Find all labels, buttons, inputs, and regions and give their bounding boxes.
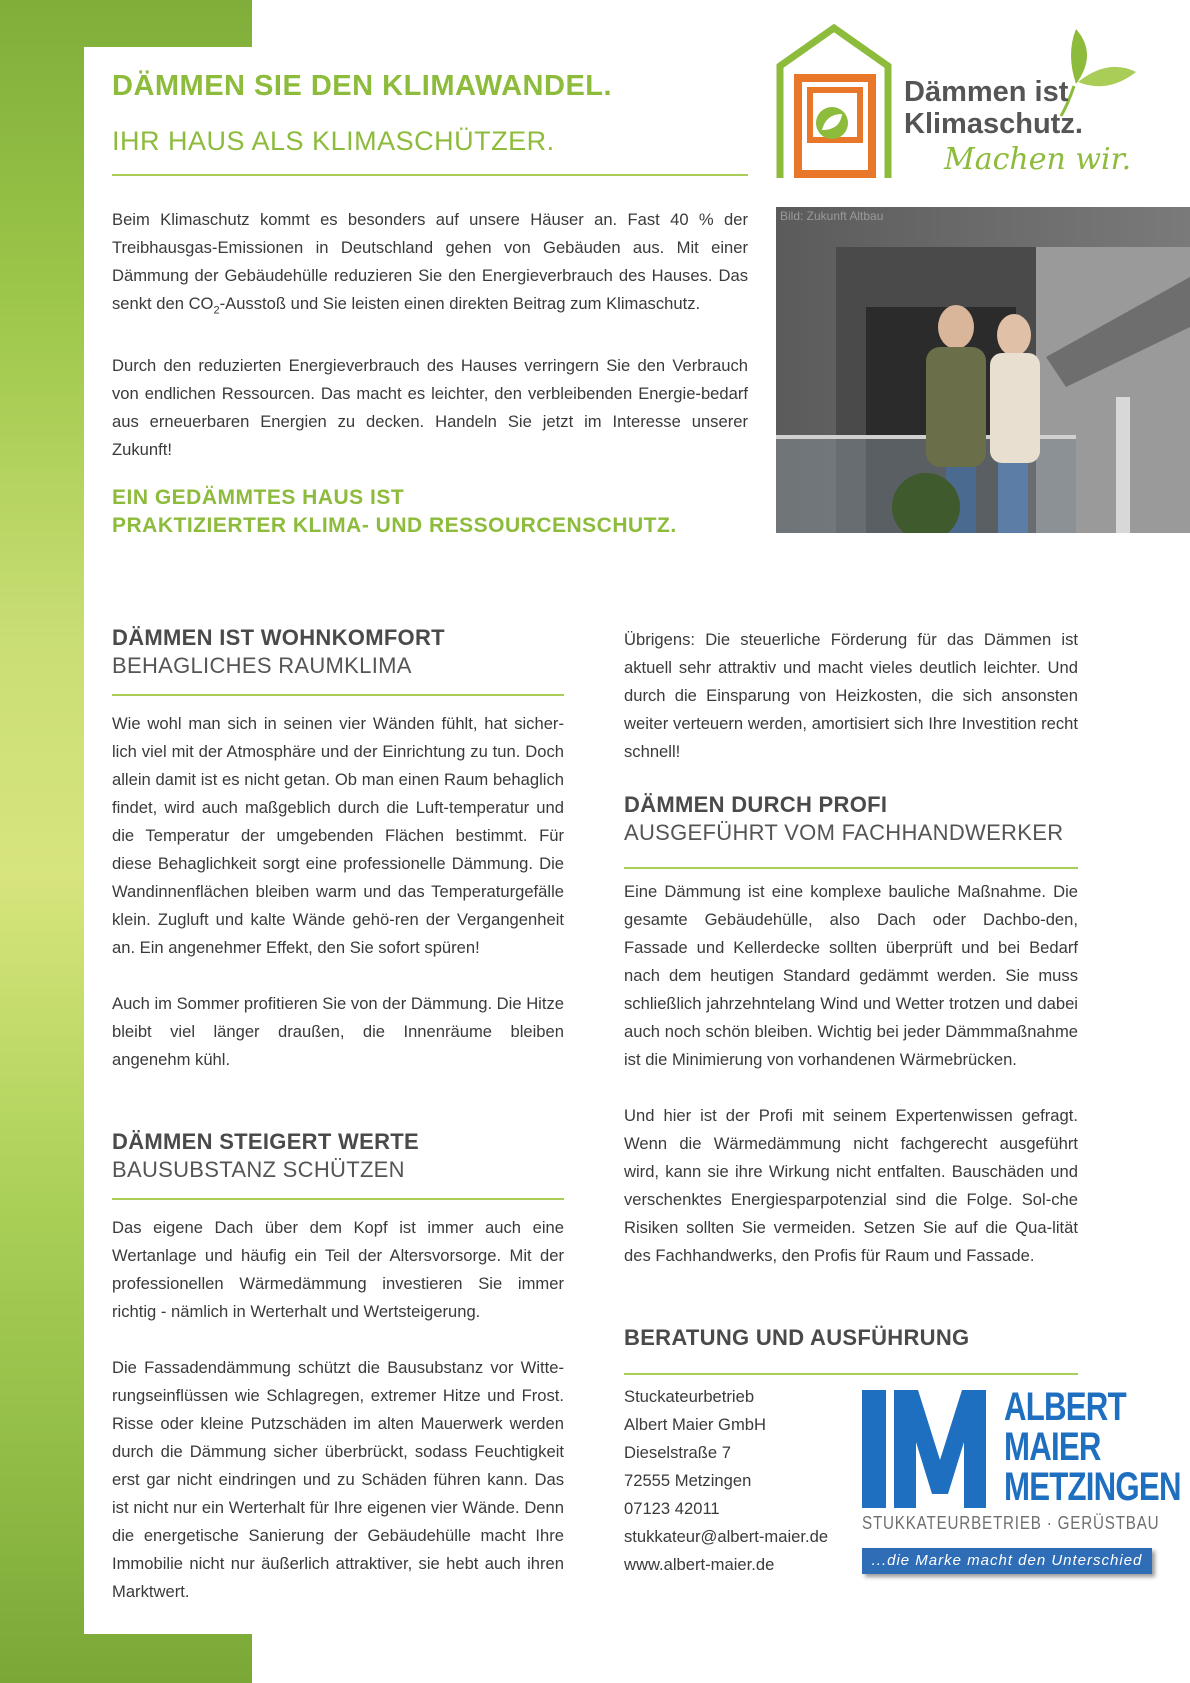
climate-logo-tagline: Machen wir.	[944, 142, 1132, 177]
section-title-werte: DÄMMEN STEIGERT WERTE	[112, 1129, 419, 1154]
intro-paragraph-1: Beim Klimaschutz kommt es besonders auf unsere Häuser an. Fast 40 % der Treibhausgas-Emissionen in Deutschland gehen von Gebäuden aus. Mit einer Dämmung der Gebäudehülle reduzieren Sie den Energieverbrauch des Hauses. Das senkt den $CO_2$-Ausstoß und Sie leisten einen direkten Beitrag zum Klimaschutz.	[112, 210, 748, 317]
contact-email-link[interactable]: stukkateur@albert-maier.de	[624, 1527, 829, 1546]
section-divider-beratung	[624, 1373, 1078, 1375]
komfort-paragraph-2: Auch im Sommer profitieren Sie von der Dämmung. Die Hitze bleibt viel länger draußen, die Innenräume bleiben angenehm kühl.	[112, 994, 564, 1069]
contact-block	[624, 1383, 828, 1579]
intro-highlight-line2: PRAKTIZIERTER KLIMA- UND RESSOURCENSCHUTZ.	[112, 514, 677, 537]
logo-name-metzingen: METZINGEN	[1004, 1465, 1181, 1509]
section-subtitle-werte: BAUSUBSTANZ SCHÜTZEN	[112, 1157, 405, 1182]
climate-logo-line1: Dämmen ist	[904, 76, 1069, 108]
climate-logo	[776, 24, 1146, 184]
section-divider-komfort	[112, 694, 564, 696]
intro-paragraph-2: Durch den reduzierten Energieverbrauch des Hauses verringern Sie den Verbrauch von endlichen Ressourcen. Das macht es leichter, den verbleibenden Energie-bedarf aus erneuerbaren Energien zu decken. Handeln Sie jetzt im Interesse unserer Zukunft!	[112, 356, 748, 460]
contact-street: Dieselstraße 7	[624, 1443, 731, 1462]
contact-website-link[interactable]: www.albert-maier.de	[624, 1555, 775, 1574]
section-divider-profi	[624, 867, 1078, 869]
section-subtitle-komfort: BEHAGLICHES RAUMKLIMA	[112, 653, 412, 678]
logo-subtitle: STUKKATEURBETRIEB · GERÜSTBAU	[862, 1512, 1160, 1533]
climate-logo-line2: Klimaschutz.	[904, 108, 1083, 140]
page-subtitle: IHR HAUS ALS KLIMASCHÜTZER.	[112, 126, 555, 156]
section-title-profi: DÄMMEN DURCH PROFI	[624, 792, 888, 817]
section-title-komfort: DÄMMEN IST WOHNKOMFORT	[112, 625, 445, 650]
profi-paragraph-2: Und hier ist der Profi mit seinem Expertenwissen gefragt. Wenn die Wärmedämmung nicht fachgerecht ausgeführt wird, kann sie ihre Wirkung nicht entfalten. Bauschäden und verschenktes Energiesparpotenzial sind die Folge. Sol-che Risiken sollten Sie vermeiden. Setzen Sie auf die Qua-lität des Fachhandwerks, den Profis für Raum und Fassade.	[624, 1106, 1078, 1265]
contact-company-name: Albert Maier GmbH	[624, 1415, 767, 1434]
foerderung-paragraph: Übrigens: Die steuerliche Förderung für das Dämmen ist aktuell sehr attraktiv und macht vieles deutlich leichter. Und durch die Einsparung von Heizkosten, die sich ansonsten weiter verteuern werden, amortisiert sich Ihre Investition recht schnell!	[624, 630, 1078, 761]
couple-balcony-photo	[776, 207, 1190, 533]
section-text-foerderung	[624, 626, 1078, 766]
logo-slogan: ...die Marke macht den Unterschied	[862, 1548, 1152, 1574]
logo-name-albert: ALBERT	[1004, 1385, 1126, 1429]
werte-paragraph-2: Die Fassadendämmung schützt die Bausubstanz vor Witte-rungseinflüssen wie Schlagregen, extremer Hitze und Frost. Risse oder kleine Putzschäden im alten Mauerwerk werden durch die Dämmung sicher überbrückt, sodass Feuchtigkeit erst gar nicht eindringen und zu Schäden führen kann. Das ist nicht nur ein Werterhalt für Ihre eigenen vier Wände. Denn die energetische Sanierung der Gebäudehülle macht Ihre Immobilie nicht nur äußerlich attraktiver, sie hebt auch ihren Marktwert.	[112, 1358, 564, 1601]
contact-phone[interactable]: 07123 42011	[624, 1499, 720, 1518]
section-text-werte	[112, 1214, 564, 1606]
section-text-profi	[624, 878, 1078, 1270]
logo-name-maier: MAIER	[1004, 1425, 1101, 1469]
letter-m-logo-icon	[862, 1390, 992, 1508]
komfort-paragraph-1: Wie wohl man sich in seinen vier Wänden fühlt, hat sicher-lich viel mit der Atmosphäre und der Einrichtung zu tun. Doch allein damit ist es nicht getan. Ob man einen Raum behaglich findet, wird auch maßgeblich durch die Luft-temperatur und die Temperatur der umgebenden Flächen bestimmt. Für diese Behaglichkeit sorgt eine professionelle Dämmung. Die Wandinnenflächen bleiben warm und das Temperaturgefälle klein. Zugluft und kalte Wände gehö-ren der Vergangenheit an. Ein angenehmer Effekt, den Sie sofort spüren!	[112, 714, 564, 957]
intro-text	[112, 206, 748, 464]
photo-credit: Bild: Zukunft Altbau	[780, 209, 884, 223]
contact-company-type: Stuckateurbetrieb	[624, 1387, 755, 1406]
header-divider	[112, 174, 748, 176]
werte-paragraph-1: Das eigene Dach über dem Kopf ist immer auch eine Wertanlage und häufig ein Teil der Altersvorsorge. Mit der professionellen Wärmedämmung investieren Sie immer richtig - nämlich in Werterhalt und Wertsteigerung.	[112, 1218, 564, 1321]
page-title: DÄMMEN SIE DEN KLIMAWANDEL.	[112, 70, 613, 102]
house-photo-illustration	[776, 207, 1190, 533]
section-divider-werte	[112, 1198, 564, 1200]
contact-city: 72555 Metzingen	[624, 1471, 752, 1490]
section-subtitle-profi: AUSGEFÜHRT VOM FACHHANDWERKER	[624, 820, 1064, 845]
section-text-komfort	[112, 710, 564, 1074]
profi-paragraph-1: Eine Dämmung ist eine komplexe bauliche Maßnahme. Die gesamte Gebäudehülle, also Dach oder Dachbo-den, Fassade und Kellerdecke sollten überprüft und bei Bedarf nach dem heutigen Standard gedämmt werden. Sie muss schließlich jahrzehntelang Wind und Wetter trotzen und dabei auch noch schön bleiben. Wichtig bei jeder Dämmmaßnahme ist die Minimierung von vorhandenen Wärmebrücken.	[624, 882, 1078, 1069]
section-title-beratung: BERATUNG UND AUSFÜHRUNG	[624, 1325, 970, 1350]
albert-maier-logo	[862, 1385, 1181, 1578]
intro-highlight-line1: EIN GEDÄMMTES HAUS IST	[112, 486, 405, 509]
